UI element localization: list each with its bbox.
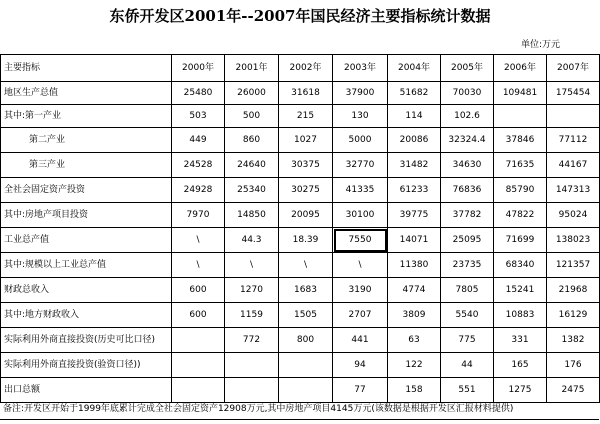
value-cell[interactable]: 175454 xyxy=(547,82,600,105)
value-cell[interactable]: 30375 xyxy=(279,153,333,178)
row-label-cell[interactable]: 工业总产值 xyxy=(1,228,172,253)
value-cell[interactable]: 44167 xyxy=(547,153,600,178)
value-cell[interactable]: 39775 xyxy=(388,203,441,228)
value-cell[interactable]: 4774 xyxy=(388,278,441,303)
value-cell[interactable]: 34630 xyxy=(441,153,494,178)
value-cell[interactable]: 2475 xyxy=(547,378,600,403)
value-cell[interactable]: 331 xyxy=(494,328,547,353)
table-row xyxy=(1,253,600,278)
value-cell[interactable]: 3809 xyxy=(388,303,441,328)
row-label-cell[interactable]: 其中:第一产业 xyxy=(1,105,172,128)
value-cell[interactable] xyxy=(225,378,279,403)
value-cell[interactable]: 1027 xyxy=(279,128,333,153)
row-label-cell[interactable]: 其中:规模以上工业总产值 xyxy=(1,253,172,278)
table-row xyxy=(1,303,600,328)
value-cell[interactable]: 15241 xyxy=(494,278,547,303)
value-cell[interactable]: 800 xyxy=(279,328,333,353)
table-row xyxy=(1,228,600,253)
value-cell[interactable]: 18.39 xyxy=(279,228,333,253)
value-cell[interactable]: 76836 xyxy=(441,178,494,203)
value-cell[interactable]: 7970 xyxy=(172,203,225,228)
bottom-border xyxy=(0,419,599,420)
value-cell[interactable]: 1382 xyxy=(547,328,600,353)
value-cell[interactable]: 176 xyxy=(547,353,600,378)
value-cell[interactable]: 31618 xyxy=(279,82,333,105)
header-cell[interactable]: 2005年 xyxy=(441,55,494,82)
value-cell[interactable]: 600 xyxy=(172,278,225,303)
table-row xyxy=(1,353,600,378)
value-cell[interactable]: 1505 xyxy=(279,303,333,328)
row-label-cell[interactable]: 财政总收入 xyxy=(1,278,172,303)
value-cell[interactable]: 7805 xyxy=(441,278,494,303)
value-cell[interactable]: 449 xyxy=(172,128,225,153)
table-row xyxy=(1,128,600,153)
value-cell[interactable]: \ xyxy=(225,253,279,278)
value-cell[interactable]: 5540 xyxy=(441,303,494,328)
value-cell[interactable]: 503 xyxy=(172,105,225,128)
value-cell[interactable]: 61233 xyxy=(388,178,441,203)
statistics-table xyxy=(0,54,600,403)
value-cell[interactable]: 32770 xyxy=(333,153,388,178)
value-cell[interactable]: 102.6 xyxy=(441,105,494,128)
value-cell[interactable]: 63 xyxy=(388,328,441,353)
header-cell[interactable]: 主要指标 xyxy=(1,55,172,82)
value-cell[interactable] xyxy=(279,378,333,403)
value-cell[interactable] xyxy=(547,105,600,128)
header-cell[interactable]: 2000年 xyxy=(172,55,225,82)
header-cell[interactable]: 2002年 xyxy=(279,55,333,82)
value-cell[interactable]: 77112 xyxy=(547,128,600,153)
value-cell[interactable]: 37782 xyxy=(441,203,494,228)
value-cell[interactable]: 147313 xyxy=(547,178,600,203)
value-cell[interactable]: 165 xyxy=(494,353,547,378)
value-cell[interactable]: 11380 xyxy=(388,253,441,278)
value-cell[interactable]: 30100 xyxy=(333,203,388,228)
header-cell[interactable]: 2006年 xyxy=(494,55,547,82)
table-row xyxy=(1,82,600,105)
row-label-cell[interactable]: 地区生产总值 xyxy=(1,82,172,105)
value-cell[interactable]: 71635 xyxy=(494,153,547,178)
value-cell[interactable] xyxy=(172,378,225,403)
value-cell[interactable]: 860 xyxy=(225,128,279,153)
value-cell[interactable]: 14071 xyxy=(388,228,441,253)
value-cell[interactable]: 1683 xyxy=(279,278,333,303)
value-cell[interactable]: 20086 xyxy=(388,128,441,153)
footnote: 备注:开发区开始于1999年底累计完成全社会固定资产12908万元,其中房地产项目4145万元(该数据是根据开发区汇报材料提供) xyxy=(3,404,514,414)
value-cell[interactable]: \ xyxy=(172,253,225,278)
header-cell[interactable]: 2001年 xyxy=(225,55,279,82)
value-cell[interactable]: 122 xyxy=(388,353,441,378)
value-cell[interactable]: 25480 xyxy=(172,82,225,105)
value-cell[interactable]: 130 xyxy=(333,105,388,128)
value-cell[interactable]: 25340 xyxy=(225,178,279,203)
value-cell[interactable]: 85790 xyxy=(494,178,547,203)
value-cell[interactable]: 14850 xyxy=(225,203,279,228)
value-cell[interactable]: 138023 xyxy=(547,228,600,253)
value-cell[interactable]: 95024 xyxy=(547,203,600,228)
value-cell[interactable]: 21968 xyxy=(547,278,600,303)
value-cell[interactable]: 25095 xyxy=(441,228,494,253)
value-cell[interactable]: 24528 xyxy=(172,153,225,178)
value-cell[interactable]: 37846 xyxy=(494,128,547,153)
table-row xyxy=(1,105,600,128)
row-label-cell[interactable]: 实际利用外商直接投资(验资口径)) xyxy=(1,353,172,378)
header-cell[interactable]: 2007年 xyxy=(547,55,600,82)
row-label-cell[interactable]: 实际利用外商直接投资(历史可比口径) xyxy=(1,328,172,353)
value-cell[interactable]: 68340 xyxy=(494,253,547,278)
header-cell[interactable]: 2003年 xyxy=(333,55,388,82)
value-cell[interactable]: 31482 xyxy=(388,153,441,178)
value-cell[interactable]: 44 xyxy=(441,353,494,378)
value-cell[interactable]: 26000 xyxy=(225,82,279,105)
value-cell[interactable]: 41335 xyxy=(333,178,388,203)
value-cell[interactable]: 1275 xyxy=(494,378,547,403)
value-cell[interactable]: \ xyxy=(172,228,225,253)
table-row xyxy=(1,153,600,178)
row-label-cell[interactable]: 出口总额 xyxy=(1,378,172,403)
value-cell[interactable]: 5000 xyxy=(333,128,388,153)
table-row xyxy=(1,328,600,353)
value-cell[interactable]: 121357 xyxy=(547,253,600,278)
value-cell[interactable]: 37900 xyxy=(333,82,388,105)
table-row xyxy=(1,278,600,303)
value-cell[interactable]: 44.3 xyxy=(225,228,279,253)
value-cell[interactable] xyxy=(279,353,333,378)
selected-cell[interactable]: 7550 xyxy=(333,228,388,253)
value-cell[interactable]: 10883 xyxy=(494,303,547,328)
value-cell[interactable] xyxy=(225,353,279,378)
page-title: 东侨开发区2001年--2007年国民经济主要指标统计数据 xyxy=(109,7,491,25)
value-cell[interactable]: 441 xyxy=(333,328,388,353)
value-cell[interactable]: 109481 xyxy=(494,82,547,105)
value-cell[interactable]: 94 xyxy=(333,353,388,378)
value-cell[interactable]: 500 xyxy=(225,105,279,128)
value-cell[interactable]: 71699 xyxy=(494,228,547,253)
value-cell[interactable]: \ xyxy=(333,253,388,278)
value-cell[interactable]: 30275 xyxy=(279,178,333,203)
row-label-cell[interactable]: 第二产业 xyxy=(1,128,172,153)
value-cell[interactable]: 24928 xyxy=(172,178,225,203)
header-cell[interactable]: 2004年 xyxy=(388,55,441,82)
value-cell[interactable]: 772 xyxy=(225,328,279,353)
value-cell[interactable]: 1159 xyxy=(225,303,279,328)
value-cell[interactable]: 114 xyxy=(388,105,441,128)
row-label-cell[interactable]: 第三产业 xyxy=(1,153,172,178)
value-cell[interactable]: 158 xyxy=(388,378,441,403)
row-label-cell[interactable]: 全社会固定资产投资 xyxy=(1,178,172,203)
value-cell[interactable]: 1270 xyxy=(225,278,279,303)
value-cell[interactable]: 600 xyxy=(172,303,225,328)
value-cell[interactable] xyxy=(494,105,547,128)
table-row xyxy=(1,178,600,203)
value-cell[interactable] xyxy=(172,353,225,378)
row-label-cell[interactable]: 其中:房地产项目投资 xyxy=(1,203,172,228)
value-cell[interactable]: 3190 xyxy=(333,278,388,303)
value-cell[interactable]: 32324.4 xyxy=(441,128,494,153)
value-cell[interactable]: 775 xyxy=(441,328,494,353)
table-row xyxy=(1,203,600,228)
value-cell[interactable]: 20095 xyxy=(279,203,333,228)
value-cell[interactable] xyxy=(172,328,225,353)
value-cell[interactable]: 51682 xyxy=(388,82,441,105)
value-cell[interactable]: 24640 xyxy=(225,153,279,178)
value-cell[interactable]: 77 xyxy=(333,378,388,403)
value-cell[interactable]: \ xyxy=(279,253,333,278)
value-cell[interactable]: 551 xyxy=(441,378,494,403)
value-cell[interactable]: 16129 xyxy=(547,303,600,328)
value-cell[interactable]: 215 xyxy=(279,105,333,128)
table-row xyxy=(1,378,600,403)
value-cell[interactable]: 47822 xyxy=(494,203,547,228)
table-header-row xyxy=(1,55,600,82)
value-cell[interactable]: 23735 xyxy=(441,253,494,278)
unit-label: 单位:万元 xyxy=(520,40,560,50)
value-cell[interactable]: 70030 xyxy=(441,82,494,105)
row-label-cell[interactable]: 其中:地方财政收入 xyxy=(1,303,172,328)
value-cell[interactable]: 2707 xyxy=(333,303,388,328)
